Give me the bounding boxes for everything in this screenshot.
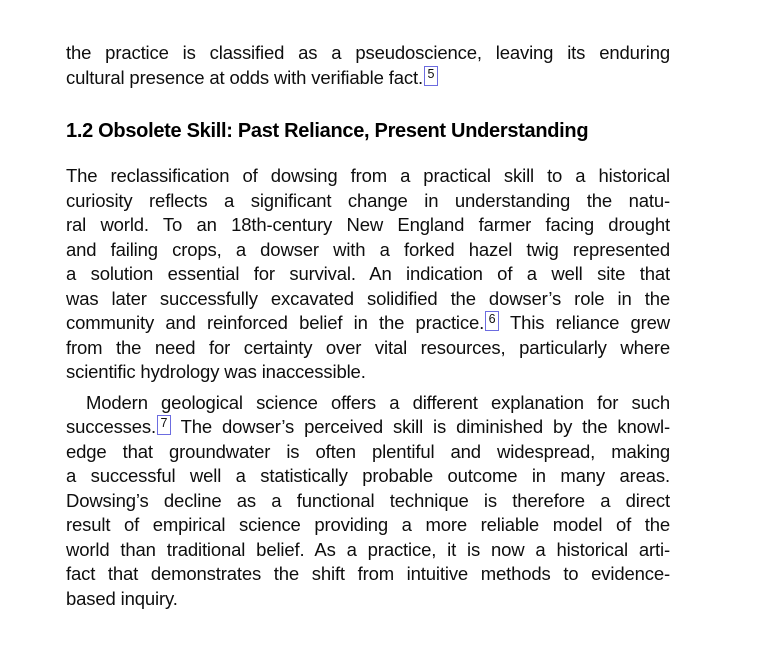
intro-paragraph [66, 41, 670, 90]
text-line [66, 66, 670, 91]
text-run: the practice is classified as a pseudoscience, leaving its enduring [66, 42, 670, 63]
text-run: Dowsing’s decline as a functional technique is therefore a direct [66, 489, 670, 511]
footnote-link-7[interactable]: 7 [157, 415, 171, 435]
text-run: edge that groundwater is often plentiful and widespread, making [66, 440, 670, 462]
text-run: was later successfully excavated solidified the dowser’s role in the [66, 287, 670, 309]
text-run: community and reinforced belief in the practice. [66, 312, 485, 333]
text-run: cultural presence at odds with verifiable fact. [66, 66, 423, 88]
text-line [66, 513, 670, 538]
text-run: ral world. To an 18th-century New England farmer facing drought [66, 214, 670, 235]
text-line [66, 440, 670, 465]
text-line [66, 164, 670, 189]
text-line [66, 287, 670, 312]
text-line [66, 41, 670, 66]
text-run: result of empirical science providing a more reliable model of the [66, 514, 670, 535]
text-run: a successful well a statistically probable outcome in many areas. [66, 465, 670, 486]
footnote-link-5[interactable]: 5 [424, 66, 438, 86]
text-run: successes. [66, 416, 157, 437]
text-line [66, 415, 670, 440]
text-run: and failing crops, a dowser with a forked hazel twig represented [66, 238, 670, 260]
text-run: Modern geological science offers a different explanation for such [86, 391, 670, 413]
text-line [66, 262, 670, 287]
text-line [66, 238, 670, 263]
text-line [66, 189, 670, 214]
text-line [66, 213, 670, 238]
body-paragraph-2 [66, 391, 670, 612]
text-line [66, 489, 670, 514]
text-line [66, 587, 670, 612]
text-line [66, 336, 670, 361]
text-column [66, 41, 670, 611]
text-line [66, 562, 670, 587]
text-run: The reclassification of dowsing from a practical skill to a historical [66, 165, 670, 186]
text-line [66, 538, 670, 563]
text-run: a solution essential for survival. An indication of a well site that [66, 263, 670, 284]
text-line [66, 311, 670, 336]
section-heading: 1.2 Obsolete Skill: Past Reliance, Present Understanding [66, 120, 589, 142]
footnote-link-6[interactable]: 6 [485, 311, 499, 331]
text-line [66, 464, 670, 489]
text-run: This reliance grew [499, 312, 670, 333]
text-line [66, 391, 670, 416]
text-run: based inquiry. [66, 587, 178, 609]
text-run: from the need for certainty over vital resources, particularly where [66, 336, 670, 358]
text-run: scientific hydrology was inaccessible. [66, 361, 366, 382]
body-paragraph-1 [66, 164, 670, 385]
text-line [66, 360, 670, 385]
text-run: curiosity reflects a significant change in understanding the natu- [66, 189, 670, 211]
text-run: The dowser’s perceived skill is diminished by the knowl- [170, 416, 670, 437]
text-run: world than traditional belief. As a practice, it is now a historical arti- [66, 538, 670, 560]
text-run: fact that demonstrates the shift from intuitive methods to evidence- [66, 563, 670, 584]
